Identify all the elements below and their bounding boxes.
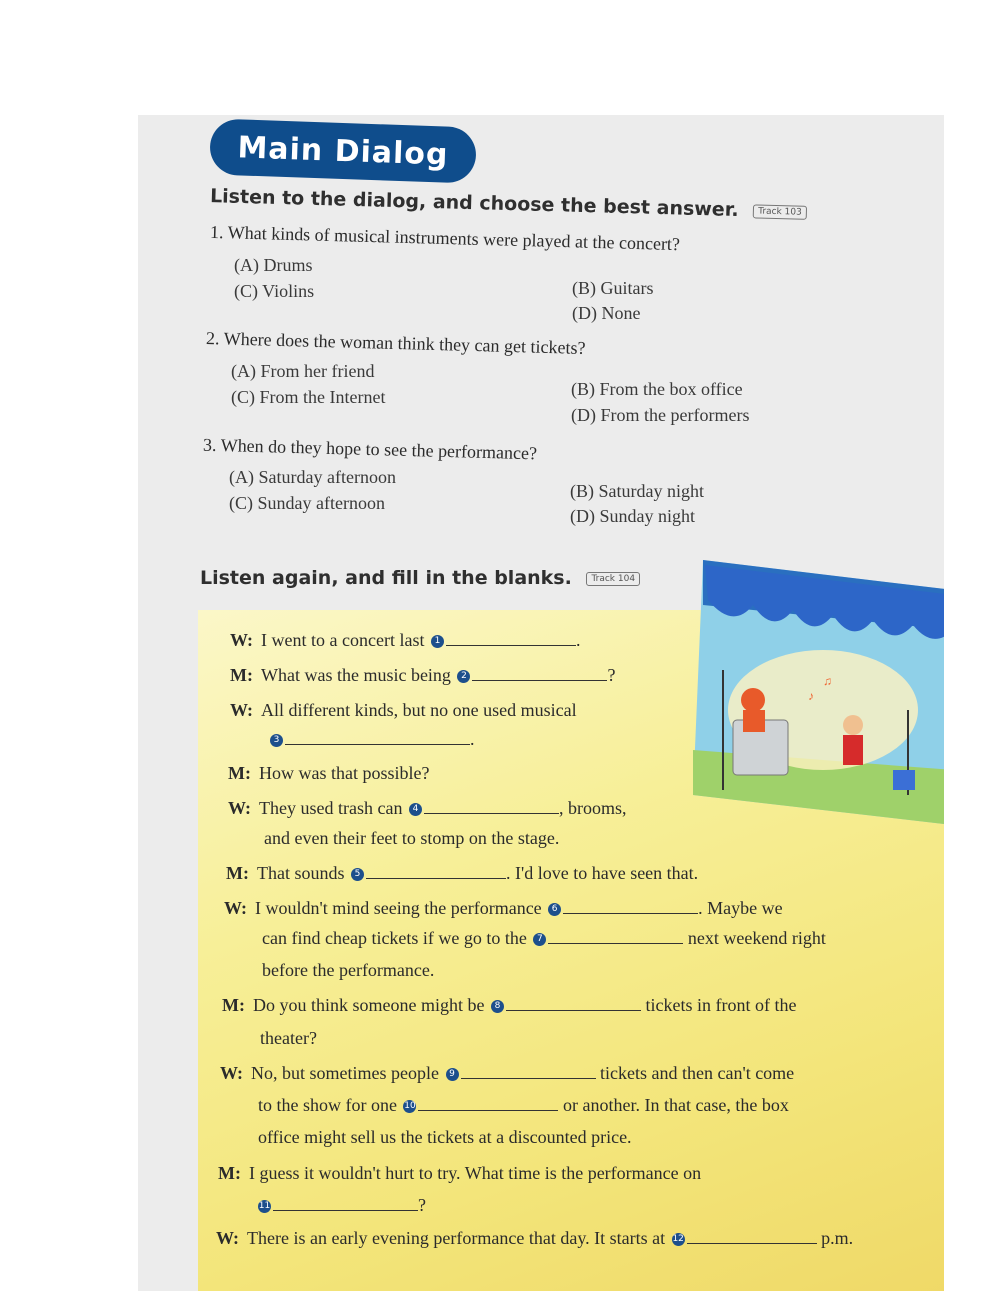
line-text-end: ? (607, 665, 616, 685)
blank-7[interactable] (548, 929, 683, 944)
line-text-end: . I'd love to have seen that. (505, 863, 699, 883)
dialog-line-1 (230, 630, 580, 651)
blank-4[interactable] (424, 799, 559, 814)
dialog-line-5 (228, 763, 429, 784)
speaker-label: M: (226, 863, 249, 883)
line-text-end: ? (418, 1195, 426, 1215)
instruction-2-text: Listen again, and fill in the blanks. (200, 567, 572, 589)
dialog-line-8 (226, 863, 698, 884)
blank-5[interactable] (366, 864, 506, 879)
title-banner (209, 118, 477, 183)
line-text-end: . (470, 729, 475, 749)
line-text: to the show for one (258, 1095, 397, 1115)
dialog-line-4 (268, 729, 475, 750)
dialog-line-9 (224, 898, 783, 919)
speaker-label: M: (230, 665, 253, 685)
speaker-label: W: (224, 898, 248, 918)
blank-number: 1 (431, 635, 444, 648)
line-text-end: . Maybe we (698, 898, 783, 918)
dialog-line-16 (258, 1127, 632, 1148)
dialog-line-11 (262, 960, 434, 981)
blank-number: 7 (533, 933, 546, 946)
speaker-label: W: (230, 630, 254, 650)
line-text-end: . (575, 630, 581, 650)
dialog-line-19 (216, 1228, 853, 1249)
dialog-line-3 (230, 700, 577, 721)
speaker-label: M: (218, 1163, 241, 1183)
q2-option-c[interactable]: (C) From the Internet (231, 387, 386, 407)
q3-option-c[interactable]: (C) Sunday afternoon (229, 493, 385, 513)
line-text: I guess it wouldn't hurt to try. What time is the performance on (248, 1163, 702, 1183)
line-text-end: p.m. (821, 1228, 854, 1248)
dialog-line-7 (264, 828, 559, 849)
line-text: before the performance. (262, 960, 435, 980)
instruction-1 (210, 185, 807, 223)
blank-number: 9 (446, 1068, 459, 1081)
q3-option-d[interactable]: (D) Sunday night (570, 506, 695, 526)
dialog-line-6 (228, 798, 626, 819)
dialog-line-2 (230, 665, 615, 686)
blank-number: 10 (404, 1101, 416, 1112)
q3-option-a[interactable]: (A) Saturday afternoon (229, 467, 396, 487)
question-3: 3. When do they hope to see the performance? (202, 434, 538, 464)
line-text: How was that possible? (258, 763, 430, 783)
line-text: What was the music being (260, 665, 451, 685)
line-text-end: tickets and then can't come (600, 1063, 795, 1083)
line-text: and even their feet to stomp on the stage. (264, 828, 560, 848)
line-text: They used trash can (259, 798, 403, 818)
q3-option-b[interactable]: (B) Saturday night (570, 481, 704, 501)
question-2: 2. Where does the woman think they can get tickets? (205, 328, 586, 358)
blank-number: 5 (351, 868, 364, 881)
svg-text:♫: ♫ (823, 674, 832, 688)
dialog-line-15 (258, 1095, 789, 1116)
line-text: theater? (260, 1028, 317, 1048)
dialog-line-13 (260, 1028, 317, 1049)
blank-12[interactable] (687, 1229, 817, 1244)
blank-6[interactable] (563, 899, 698, 914)
blank-number: 3 (270, 734, 283, 747)
dialog-line-10 (262, 928, 826, 949)
line-text: office might sell us the tickets at a discounted price. (258, 1127, 632, 1147)
q1-option-d[interactable]: (D) None (572, 303, 641, 323)
track-badge-2: Track 104 (586, 572, 640, 586)
dialog-line-12 (222, 995, 796, 1016)
blank-number: 2 (457, 670, 470, 683)
track-badge-1: Track 103 (753, 204, 807, 219)
line-text: All different kinds, but no one used musical (261, 700, 577, 720)
speaker-label: W: (228, 798, 252, 818)
blank-number: 11 (258, 1201, 271, 1212)
line-text: can find cheap tickets if we go to the (262, 928, 527, 948)
dialog-line-14 (220, 1063, 794, 1084)
blank-11[interactable] (273, 1196, 418, 1211)
speaker-label: W: (216, 1228, 240, 1248)
blank-number: 4 (409, 803, 422, 816)
speaker-label: W: (230, 700, 254, 720)
page-title: Main Dialog (236, 129, 450, 173)
q2-option-d[interactable]: (D) From the performers (571, 405, 750, 425)
blank-number: 8 (491, 1000, 504, 1013)
line-text: No, but sometimes people (251, 1063, 439, 1083)
line-text-end: or another. In that case, the box (562, 1095, 789, 1115)
workbook-page (138, 115, 944, 1291)
speaker-label: W: (220, 1063, 244, 1083)
q2-option-b[interactable]: (B) From the box office (571, 379, 743, 399)
blank-2[interactable] (472, 666, 607, 681)
line-text-end: next weekend right (687, 928, 826, 948)
blank-number: 6 (548, 903, 561, 916)
line-text: I wouldn't mind seeing the performance (255, 898, 542, 918)
q2-option-a[interactable]: (A) From her friend (231, 361, 375, 381)
blank-10[interactable] (418, 1096, 558, 1111)
q1-option-a[interactable]: (A) Drums (234, 255, 313, 275)
blank-3[interactable] (285, 730, 470, 745)
line-text: There is an early evening performance that day. It starts at (247, 1228, 666, 1248)
q1-option-b[interactable]: (B) Guitars (572, 278, 654, 298)
instruction-2 (200, 567, 640, 589)
blank-8[interactable] (506, 996, 641, 1011)
concert-illustration (693, 560, 944, 825)
blank-1[interactable] (446, 631, 576, 646)
line-text: Do you think someone might be (252, 995, 485, 1015)
line-text: I went to a concert last (261, 630, 425, 650)
blank-number: 12 (672, 1234, 684, 1245)
line-text-end: , brooms, (558, 798, 627, 818)
blank-9[interactable] (461, 1064, 596, 1079)
speaker-label: M: (228, 763, 251, 783)
dialog-line-17 (218, 1163, 701, 1184)
instruction-1-text: Listen to the dialog, and choose the best answer. (209, 185, 739, 222)
q1-option-c[interactable]: (C) Violins (234, 281, 315, 301)
line-text-end: tickets in front of the (645, 995, 797, 1015)
question-1: 1. What kinds of musical instruments were played at the concert? (209, 221, 681, 255)
speaker-label: M: (222, 995, 245, 1015)
dialog-line-18 (256, 1195, 426, 1216)
svg-text:♪: ♪ (808, 689, 814, 703)
line-text: That sounds (256, 863, 345, 883)
